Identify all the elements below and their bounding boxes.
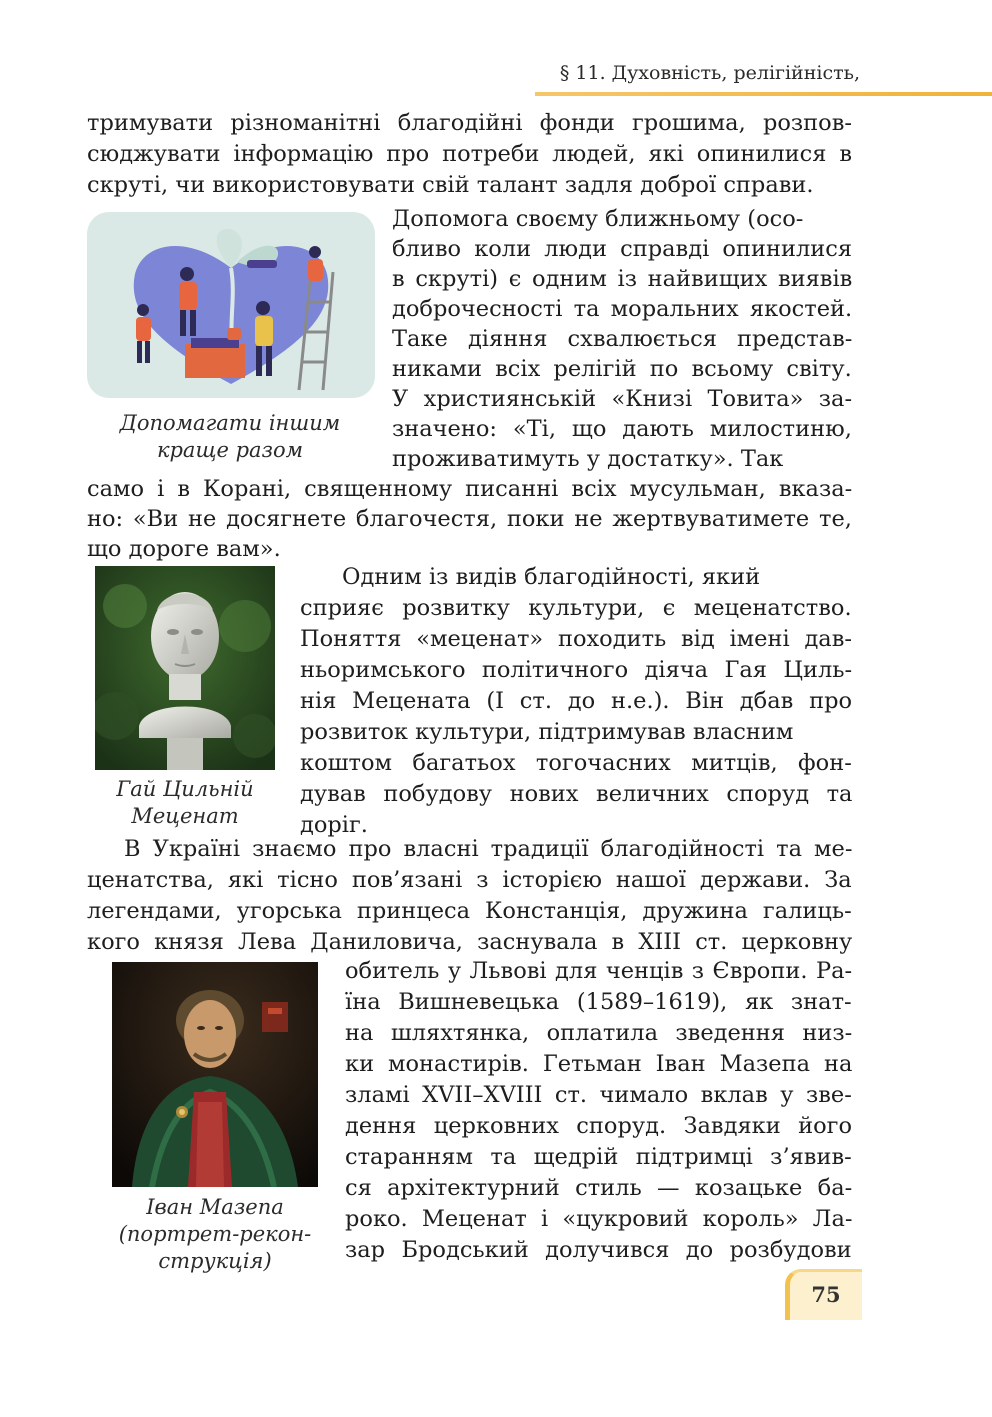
text-line: їна Вишневецька (1589–1619), як знат- (345, 989, 852, 1015)
text-line: зламі XVII–XVIII ст. чимало вклав у зве- (345, 1082, 852, 1108)
text-line: но: «Ви не досягнете благочестя, поки не жертвуватимете те, (87, 506, 852, 532)
text-line: Допомога своєму ближньому (осо- (392, 206, 804, 232)
photo-maecenas-bust (95, 566, 275, 770)
text-line: легендами, угорська принцеса Констанція, дружина галиць- (87, 898, 852, 924)
text-line: доброчесності та моральних якостей. (392, 296, 853, 322)
text-line: Поняття «меценат» походить від імені дав- (300, 626, 852, 652)
text-line: коштом багатьох тогочасних митців, фон- (300, 750, 852, 776)
text-line: нія Мецената (І ст. до н.е.). Він дбав про (300, 688, 853, 714)
header-rule (535, 92, 992, 96)
text-line: на шляхтянка, оплатила зведення низ- (345, 1020, 853, 1046)
page-header (0, 0, 992, 98)
caption-mazepa: Іван Мазепа (портрет-рекон- струкція) (118, 1195, 312, 1273)
text-line: зар Бродський долучився до розбудови (345, 1237, 852, 1263)
portrait-ivan-mazepa (112, 962, 318, 1187)
text-line: значено: «Ті, що дають милостиню, (392, 416, 852, 442)
text-line: в скруті) є одним із найвищих виявів (392, 266, 853, 292)
text-line: дував побудову нових величних споруд та (300, 781, 853, 807)
text-line: бливо коли люди справді опинилися (392, 236, 853, 262)
text-line: дення церковних споруд. Завдяки його (345, 1113, 852, 1139)
section-title: § 11. Духовність, релігійність, (559, 62, 860, 84)
text-line: ки монастирів. Гетьман Іван Мазепа на (345, 1051, 853, 1077)
text-line: ся архітектурний стиль — козацьке ба- (345, 1175, 853, 1201)
text-line: ценатства, які тісно пов’язані з історією нашої держави. За (87, 867, 852, 893)
text-line: сюджувати інформацію про потреби людей, які опинилися в (87, 141, 852, 167)
text-line: скруті, чи використовувати свій талант задля доброї справи. (87, 172, 814, 198)
text-line: В Україні знаємо про власні традиції благодійності та ме- (124, 836, 853, 862)
text-line: роко. Меценат і «цукровий король» Ла- (345, 1206, 853, 1232)
text-line: никами всіх релігій по всьому світу. (392, 356, 852, 382)
text-line: Таке діяння схвалюється представ- (392, 326, 853, 352)
text-line: ньоримського політичного діяча Гая Циль- (300, 657, 853, 683)
text-line: кого князя Лева Даниловича, заснувала в XIII ст. церковну (87, 929, 853, 955)
text-line: що дороге вам». (87, 536, 281, 562)
text-line: У християнській «Книзі Товита» за- (392, 386, 853, 412)
text-line: доріг. (300, 812, 368, 838)
page-number: 75 (811, 1282, 841, 1307)
text-line: само і в Корані, священному писанні всіх мусульман, вказа- (87, 476, 853, 502)
text-line: старанням та щедрій підтримці з’явив- (345, 1144, 852, 1170)
text-line: тримувати різноманітні благодійні фонди грошима, розпов- (87, 110, 852, 136)
page-number-tab (785, 1269, 862, 1320)
caption-helping-together: Допомагати іншим краще разом (119, 411, 341, 462)
text-line: сприяє розвитку культури, є меценатство. (300, 595, 852, 621)
text-line: проживатимуть у достатку». Так (392, 446, 784, 472)
caption-maecenas: Гай Цильній Меценат (116, 777, 254, 828)
text-line: Одним із видів благодійності, який (342, 564, 761, 590)
illustration-helping-together (87, 212, 375, 398)
text-line: обитель у Львові для ченців з Європи. Ра- (345, 958, 853, 984)
text-line: розвиток культури, підтримував власним (300, 719, 794, 745)
